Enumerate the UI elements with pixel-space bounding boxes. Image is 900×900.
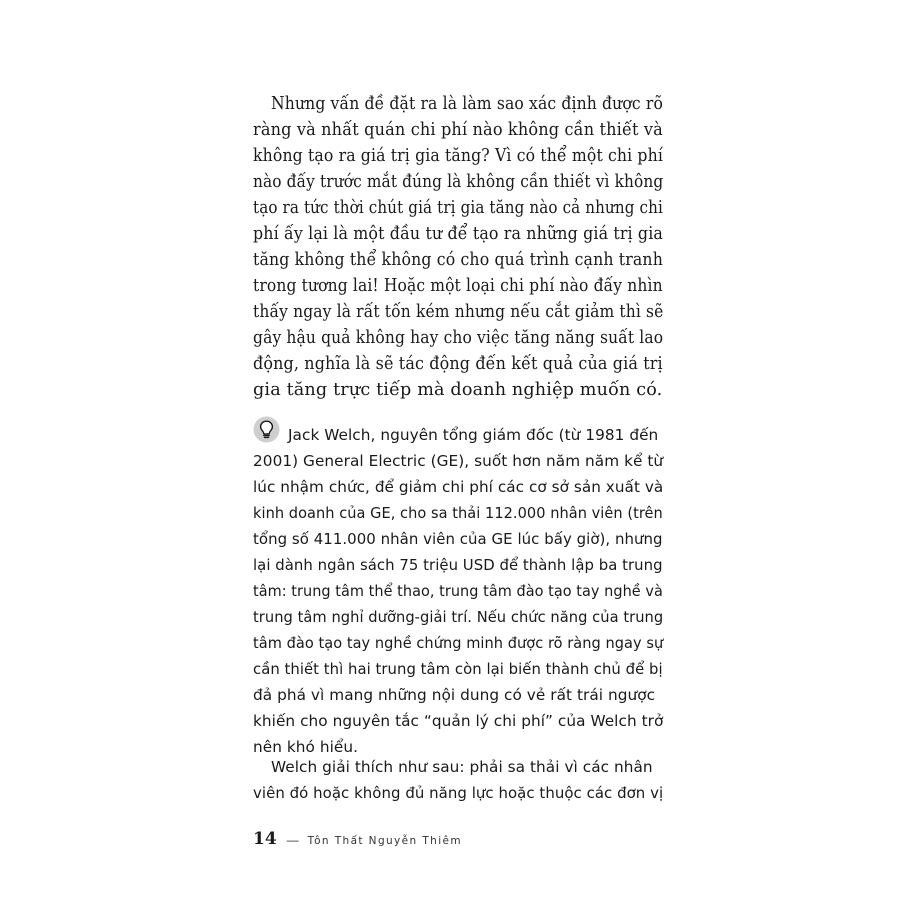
text-line: gây hậu quả không hay cho việc tăng năng suất lao — [253, 328, 664, 348]
footer-dash: — — [286, 833, 299, 847]
text-line: tạo ra tức thời chút giá trị gia tăng nào cả nhưng chi — [253, 198, 663, 218]
author-name: Tôn Thất Nguyễn Thiêm — [307, 835, 463, 847]
text-line: tâm: trung tâm thể thao, trung tâm đào tạo tay nghề và — [253, 582, 663, 600]
text-line: nào đấy trước mắt đúng là không cần thiết vì không — [253, 172, 664, 192]
text-line: trung tâm nghỉ dưỡng-giải trí. Nếu chức năng của trung — [253, 608, 664, 626]
page-footer — [253, 829, 462, 851]
text-line: nên khó hiểu. — [253, 738, 359, 756]
text-line: đả phá vì mang những nội dung có vẻ rất trái ngược — [253, 686, 656, 704]
text-line: phí ấy lại là một đầu tư để tạo ra những giá trị gia — [253, 224, 664, 244]
text-line: ràng và nhất quán chi phí nào không cần thiết và — [253, 120, 663, 140]
text-line: thấy ngay là rất tốn kém nhưng nếu cắt giảm thì sẽ — [253, 302, 664, 322]
text-line: Welch giải thích như sau: phải sa thải vì các nhân — [271, 758, 653, 776]
text-line: Nhưng vấn đề đặt ra là làm sao xác định được rõ — [271, 94, 663, 114]
text-line: không tạo ra giá trị gia tăng? Vì có thể một chi phí — [253, 146, 663, 166]
text-line: tâm đào tạo tay nghề chứng minh được rõ ràng ngay sự — [253, 634, 664, 652]
text-line: cần thiết thì hai trung tâm còn lại biến thành chủ để bị — [253, 660, 663, 678]
text-line: trong tương lai! Hoặc một loại chi phí nào đấy nhìn — [253, 276, 663, 296]
text-line: lúc nhậm chức, để giảm chi phí các cơ sở sản xuất và — [253, 478, 664, 496]
text-line: viên đó hoặc không đủ năng lực hoặc thuộc các đơn vị — [253, 784, 664, 802]
text-line: động, nghĩa là sẽ tác động đến kết quả của giá trị — [253, 354, 663, 374]
text-line: 2001) General Electric (GE), suốt hơn năm năm kể từ — [253, 452, 664, 470]
lightbulb-icon — [253, 416, 280, 443]
text-line: kinh doanh của GE, cho sa thải 112.000 nhân viên (trên — [253, 504, 663, 522]
text-line: Jack Welch, nguyên tổng giám đốc (từ 1981 đến — [288, 426, 659, 444]
text-line: khiến cho nguyên tắc “quản lý chi phí” của Welch trở — [253, 712, 664, 730]
page-number: 14 — [253, 829, 277, 849]
text-line: tăng không thể không có cho quá trình cạnh tranh — [253, 250, 663, 270]
text-line: lại dành ngân sách 75 triệu USD để thành lập ba trung — [253, 556, 663, 574]
text-line: gia tăng trực tiếp mà doanh nghiệp muốn có. — [253, 380, 663, 400]
text-line: tổng số 411.000 nhân viên của GE lúc bấy giờ), nhưng — [253, 530, 663, 548]
